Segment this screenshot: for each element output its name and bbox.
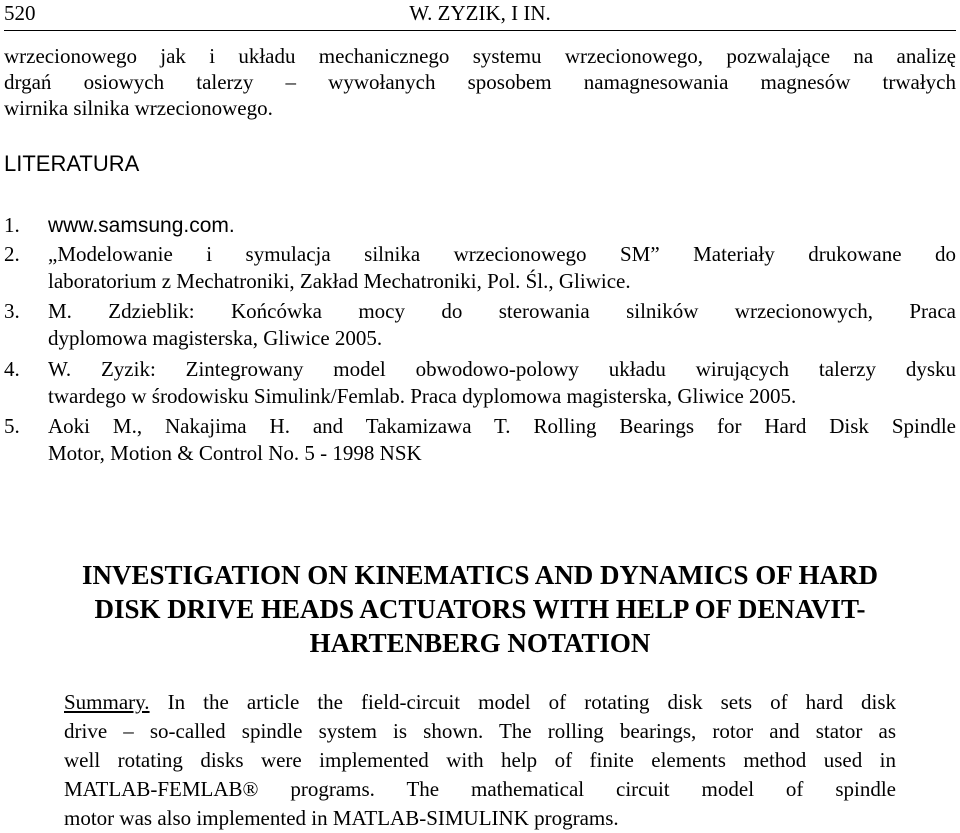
summary-line bbox=[64, 688, 896, 717]
reference-text: „Modelowanie i symulacja silnika wrzecionowego SM” Materiały drukowane do bbox=[48, 242, 956, 266]
intro-line: drgań osiowych talerzy – wywołanych sposobem namagnesowania magnesów trwałych bbox=[4, 70, 956, 94]
english-title-line: HARTENBERG NOTATION bbox=[309, 628, 651, 658]
reference-number: 5. bbox=[4, 414, 20, 438]
summary-line: motor was also implemented in MATLAB-SIMULINK programs. bbox=[64, 806, 619, 830]
english-title-line: DISK DRIVE HEADS ACTUATORS WITH HELP OF DENAVIT- bbox=[94, 594, 866, 624]
reference-text: W. Zyzik: Zintegrowany model obwodowo-polowy układu wirujących talerzy dysku bbox=[48, 357, 956, 381]
reference-item bbox=[4, 213, 956, 238]
literature-heading: LITERATURA bbox=[4, 151, 140, 176]
intro-line: wirnika silnika wrzecionowego. bbox=[4, 96, 273, 120]
summary-label: Summary. bbox=[64, 690, 150, 714]
english-title-line: INVESTIGATION ON KINEMATICS AND DYNAMICS OF HARD bbox=[81, 560, 879, 590]
summary-line: drive – so-called spindle system is shown. The rolling bearings, rotor and stator as bbox=[64, 719, 896, 743]
summary-line: MATLAB-FEMLAB® programs. The mathematical circuit model of spindle bbox=[64, 777, 896, 801]
reference-text: Aoki M., Nakajima H. and Takamizawa T. Rolling Bearings for Hard Disk Spindle bbox=[48, 414, 956, 438]
reference-text: laboratorium z Mechatroniki, Zakład Mechatroniki, Pol. Śl., Gliwice. bbox=[48, 269, 631, 293]
reference-text: twardego w środowisku Simulink/Femlab. Praca dyplomowa magisterska, Gliwice 2005. bbox=[48, 384, 797, 408]
summary-paragraph bbox=[64, 688, 896, 833]
reference-text: M. Zdzieblik: Końcówka mocy do sterowania silników wrzecionowych, Praca bbox=[48, 299, 956, 323]
reference-text: dyplomowa magisterska, Gliwice 2005. bbox=[48, 326, 383, 350]
intro-line: wrzecionowego jak i układu mechanicznego systemu wrzecionowego, pozwalające na analizę bbox=[4, 44, 956, 68]
page-header bbox=[4, 0, 956, 31]
reference-link[interactable]: www.samsung.com. bbox=[48, 214, 235, 237]
reference-number: 2. bbox=[4, 242, 20, 266]
english-title bbox=[30, 558, 930, 660]
running-title: W. ZYZIK, I IN. bbox=[409, 1, 551, 25]
summary-line: well rotating disks were implemented with help of finite elements method used in bbox=[64, 748, 896, 772]
summary-text: In the article the field-circuit model of rotating disk sets of hard disk bbox=[167, 690, 897, 714]
reference-text: Motor, Motion & Control No. 5 - 1998 NSK bbox=[48, 441, 422, 465]
page-number: 520 bbox=[4, 1, 36, 25]
reference-number: 1. bbox=[4, 213, 20, 237]
reference-number: 3. bbox=[4, 299, 20, 323]
intro-paragraph bbox=[4, 43, 956, 121]
reference-number: 4. bbox=[4, 357, 20, 381]
